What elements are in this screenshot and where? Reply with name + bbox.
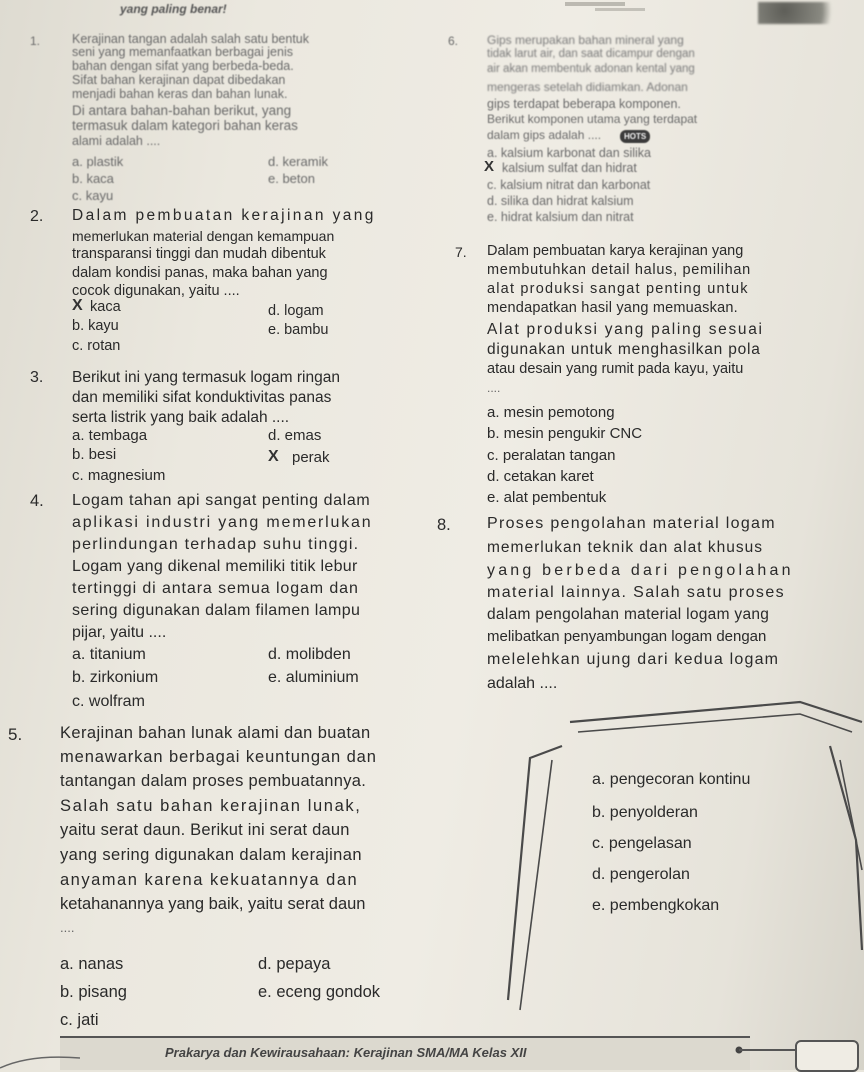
q2-option-e[interactable]: e. bambu: [268, 322, 329, 338]
footer-left-curve: [0, 1052, 80, 1070]
q3-option-e[interactable]: perak: [292, 449, 330, 466]
q8-option-a[interactable]: a. pengecoran kontinu: [592, 771, 751, 788]
q5-option-b[interactable]: b. pisang: [60, 983, 127, 1001]
q1-option-e[interactable]: e. beton: [268, 171, 315, 186]
q6-answer-mark: X: [484, 158, 495, 175]
q4-option-a[interactable]: a. titanium: [72, 646, 146, 663]
q3-option-c[interactable]: c. magnesium: [72, 467, 166, 484]
q5-option-c[interactable]: c. jati: [60, 1011, 99, 1029]
q3-number: 3.: [30, 369, 44, 386]
q1-option-b[interactable]: b. kaca: [72, 171, 114, 186]
q1-option-a[interactable]: a. plastik: [72, 154, 124, 169]
q2-option-d[interactable]: d. logam: [268, 303, 324, 319]
q6-option-b[interactable]: kalsium sulfat dan hidrat: [502, 161, 637, 175]
q5-option-a[interactable]: a. nanas: [60, 955, 124, 973]
q4-option-c[interactable]: c. wolfram: [72, 693, 145, 710]
q5-option-e[interactable]: e. eceng gondok: [258, 983, 381, 1001]
q8-option-b[interactable]: b. penyolderan: [592, 804, 698, 821]
q7-option-b[interactable]: b. mesin pengukir CNC: [487, 425, 643, 442]
q4-number: 4.: [30, 492, 44, 510]
q6-number: 6.: [448, 34, 459, 48]
q6-option-d[interactable]: d. silika dan hidrat kalsium: [487, 194, 634, 208]
q6-option-c[interactable]: c. kalsium nitrat dan karbonat: [487, 178, 651, 192]
q7-option-e[interactable]: e. alat pembentuk: [487, 489, 607, 506]
decorative-leaf-image: [758, 2, 846, 24]
q6-option-a[interactable]: a. kalsium karbonat dan silika: [487, 146, 651, 160]
q5-option-d[interactable]: d. pepaya: [258, 955, 331, 973]
q7-option-a[interactable]: a. mesin pemotong: [487, 404, 615, 421]
q4-option-b[interactable]: b. zirkonium: [72, 669, 159, 686]
textbook-page: yang paling benar! 1. Kerajinan tangan adalah salah satu bentuk seni yang memanfaatkan berbagai jenis bahan dengan sifat yang berbeda-beda. Sifat bahan kerajinan dapat dibedakan menjadi bahan keras dan bahan lunak. Di antara bahan-bahan berikut, yang termasuk dalam kategori bahan keras alami adalah .... a. plastik b. kaca c. kayu d. keramik e. beton 2. Dalam pembuatan kerajinan yang memerlukan material dengan kemampuan transparansi tinggi dan mudah dibentuk dalam kondisi panas, maka bahan yang cocok digunakan, yaitu .... X kaca b. kayu c. rotan d. logam e. bambu 3. Berikut ini yang termasuk logam ringan dan memiliki sifat konduktivitas panas serta listrik yang baik adalah .... a. tembaga b. besi c. magnesium d. emas perak X 4. Logam tahan api sangat penting dalam aplikasi industri yang memerlukan perlindungan terhadap suhu tinggi. Logam yang dikenal memiliki titik lebur tertinggi di antara semua logam dan sering digunakan dalam filamen lampu pijar, yaitu .... a. titanium b. zirkonium c. wolfram d. molibden e. aluminium 5. Kerajinan bahan lunak alami dan buatan menawarkan berbagai keuntungan dan tantangan dalam proses pembuatannya. Salah satu bahan kerajinan lunak, yaitu serat daun. Berikut ini serat daun yang sering digunakan dalam kerajinan anyaman karena kekuatannya dan ketahanannya yang baik, yaitu serat daun .... a. nanas b. pisang c. jati d. pepaya e. eceng gondok 6. Gips merupakan bahan mineral yang tidak larut air, dan saat dicampur dengan air akan membentuk adonan kental yang mengeras setelah didiamkan. Adonan gips terdapat beberapa komponen. Berikut komponen utama yang terdapat dalam gips adalah .... HOTS a. kalsium karbonat dan silika kalsium sulfat dan hidrat c. kalsium nitrat dan karbonat d. silika dan hidrat kalsium e. hidrat kalsium dan nitrat X 7. Dalam pembuatan karya kerajinan yang membutuhkan detail halus, pemilihan alat produksi sangat penting untuk mendapatkan hasil yang memuaskan. Alat produksi yang paling sesuai digunakan untuk menghasilkan pola atau desain yang rumit pada kayu, yaitu .... a. mesin pemotong b. mesin pengukir CNC c. peralatan tangan d. cetakan karet e. alat pembentuk 8. Proses pengolahan material logam memerlukan teknik dan alat khusus yang berbeda dari pengolahan material lainnya. Salah satu proses dalam pengolahan material logam yang melibatkan penyambungan logam dengan melelehkan ujung dari kedua logam adalah .... a. pengecoran kontinu b. penyolderan c. pengelasan d. pengerolan e. pembengkokan Prakarya dan Kewirausahaan: Kerajinan SMA/MA Kelas XII: [0, 0, 864, 1070]
q2-answer-mark: X: [72, 297, 83, 314]
q3-option-d[interactable]: d. emas: [268, 427, 322, 444]
q6-option-e[interactable]: e. hidrat kalsium dan nitrat: [487, 210, 634, 224]
hots-badge: HOTS: [620, 130, 650, 143]
footer-title: Prakarya dan Kewirausahaan: Kerajinan SMA/MA Kelas XII: [165, 1045, 527, 1060]
q1-number: 1.: [30, 34, 41, 48]
page-number-box: [795, 1040, 859, 1072]
header-instruction: yang paling benar!: [120, 2, 227, 16]
q2-option-a[interactable]: kaca: [90, 299, 121, 315]
q2-option-c[interactable]: c. rotan: [72, 338, 121, 354]
q3-option-b[interactable]: b. besi: [72, 446, 117, 463]
q5-number: 5.: [8, 725, 23, 744]
q1-option-c[interactable]: c. kayu: [72, 188, 114, 203]
q1-option-d[interactable]: d. keramik: [268, 154, 328, 169]
q7-number: 7.: [455, 244, 467, 260]
q8-option-c[interactable]: c. pengelasan: [592, 835, 692, 852]
q8-number: 8.: [437, 516, 451, 534]
q7-option-c[interactable]: c. peralatan tangan: [487, 447, 616, 464]
q4-option-e[interactable]: e. aluminium: [268, 669, 359, 686]
q3-option-a[interactable]: a. tembaga: [72, 427, 148, 444]
q4-option-d[interactable]: d. molibden: [268, 646, 351, 663]
q7-option-d[interactable]: d. cetakan karet: [487, 468, 594, 485]
q8-option-d[interactable]: d. pengerolan: [592, 866, 690, 883]
options-frame: [500, 700, 864, 1020]
header-decoration: [565, 0, 745, 22]
q2-option-b[interactable]: b. kayu: [72, 318, 119, 334]
q8-option-e[interactable]: e. pembengkokan: [592, 897, 720, 914]
q3-answer-mark: X: [268, 448, 279, 465]
q2-number: 2.: [30, 208, 44, 225]
footer-connector: [735, 1040, 799, 1060]
